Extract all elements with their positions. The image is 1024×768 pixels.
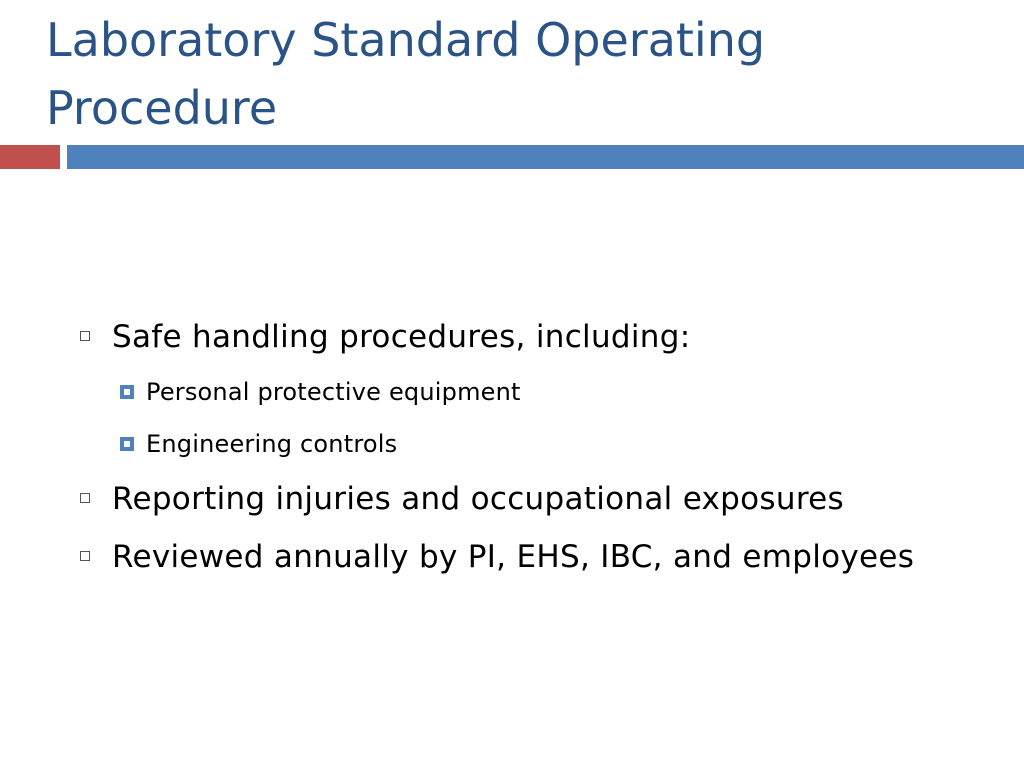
slide-title	[46, 6, 1006, 142]
accent-bar-red	[0, 145, 60, 169]
filled-square-bullet-icon	[120, 385, 134, 399]
sub-bullet-item-engineering-controls	[76, 418, 1006, 470]
bullet-text: Reviewed annually by PI, EHS, IBC, and employees	[112, 539, 915, 575]
hollow-square-bullet-icon	[80, 331, 90, 341]
bullet-text: Reporting injuries and occupational exposures	[112, 481, 845, 517]
slide-title-line-2: Procedure	[46, 81, 278, 135]
sub-bullet-text: Engineering controls	[146, 430, 398, 458]
bullet-item-safe-handling	[76, 308, 1006, 366]
bullet-list	[76, 308, 1006, 586]
hollow-square-bullet-icon	[80, 493, 90, 503]
hollow-square-bullet-icon	[80, 551, 90, 561]
bullet-item-reporting	[76, 470, 1006, 528]
filled-square-bullet-icon	[120, 437, 134, 451]
sub-bullet-text: Personal protective equipment	[146, 378, 521, 406]
sub-bullet-item-ppe	[76, 366, 1006, 418]
bullet-item-reviewed	[76, 528, 1006, 586]
accent-bar-blue	[67, 145, 1024, 169]
slide-title-line-1: Laboratory Standard Operating	[46, 13, 766, 67]
bullet-text: Safe handling procedures, including:	[112, 319, 691, 355]
